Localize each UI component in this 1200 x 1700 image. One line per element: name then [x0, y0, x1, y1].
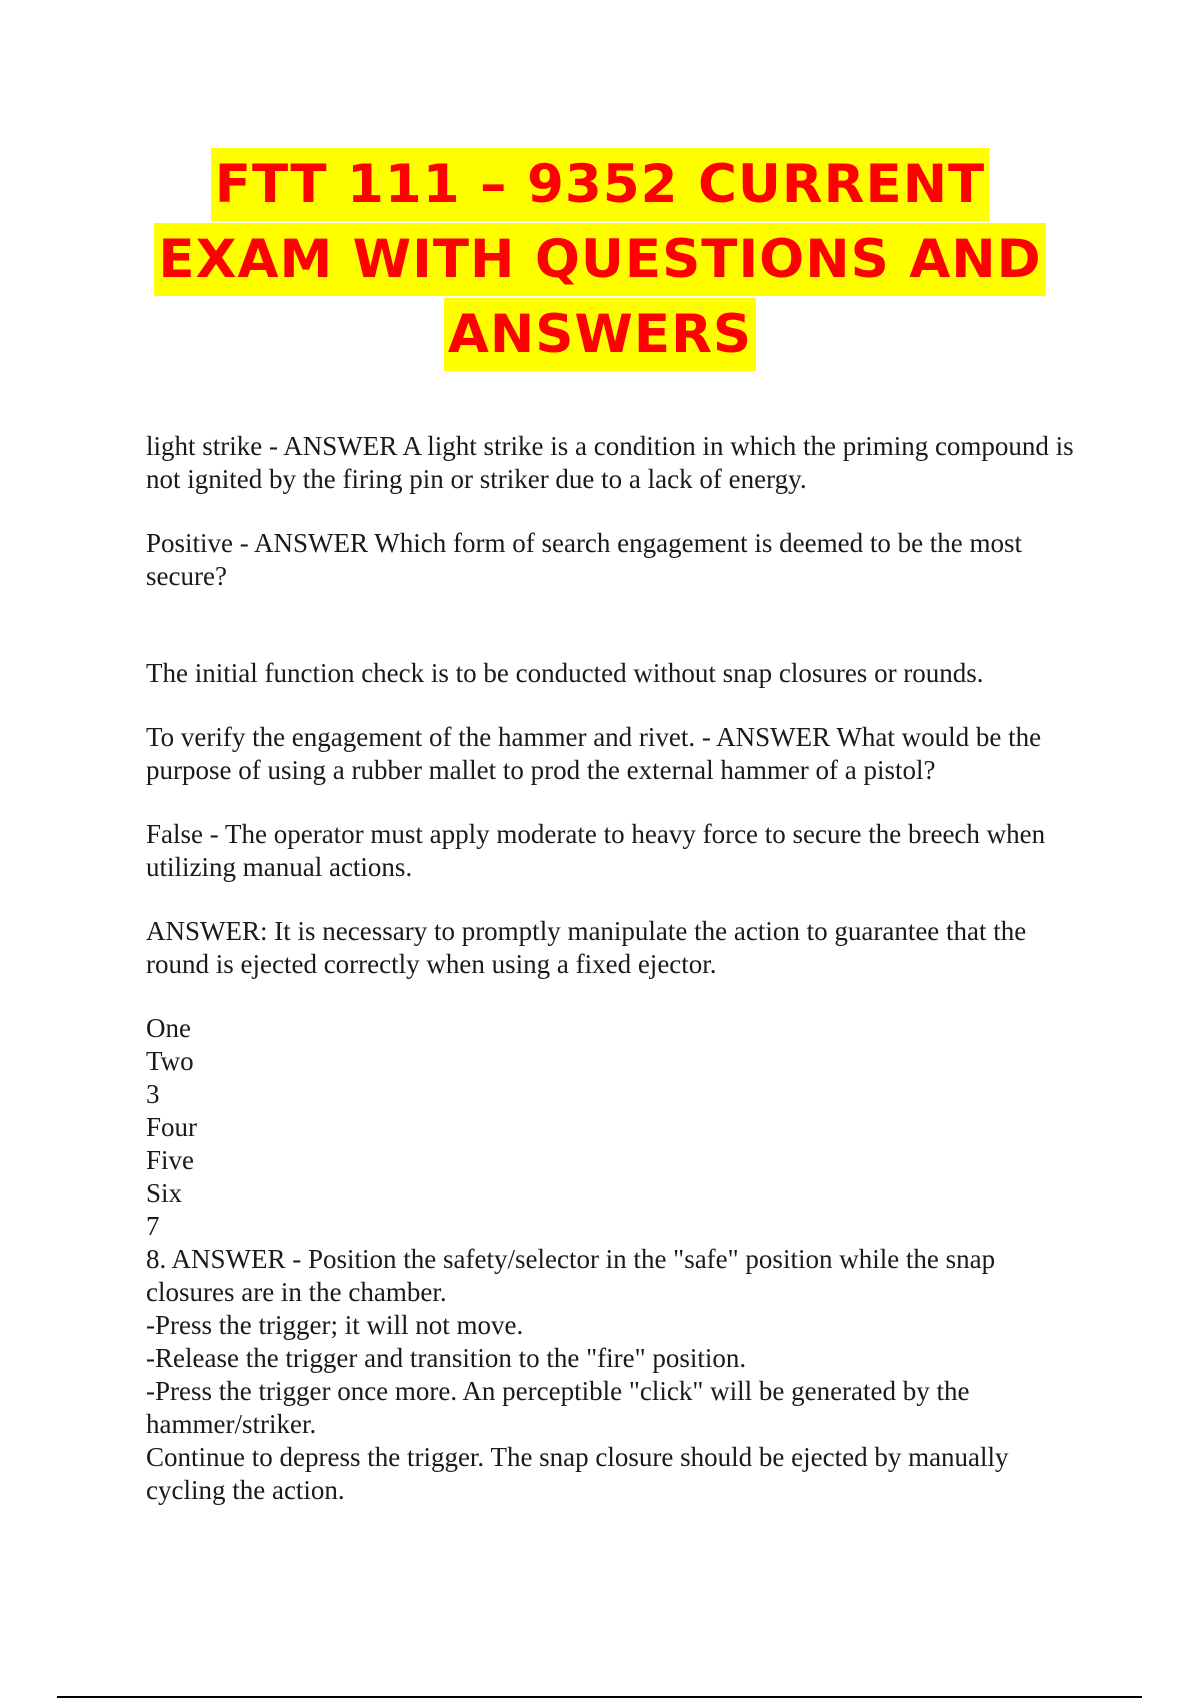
paragraph-positive: Positive - ANSWER Which form of search engagement is deemed to be the most secure? — [146, 528, 1023, 591]
list-item: Two — [146, 1046, 194, 1076]
step-line: 8. ANSWER - Position the safety/selector in the "safe" position while the snap closures are in the chamber. — [146, 1244, 996, 1307]
title-line-3: ANSWERS — [444, 298, 756, 371]
paragraph-light-strike: light strike - ANSWER A light strike is a condition in which the priming compound is not ignited by the firing pin or striker due to a lack of energy. — [146, 431, 1074, 494]
title-line — [0, 223, 1200, 298]
title-line-1: FTT 111 – 9352 CURRENT — [211, 148, 989, 221]
paragraph-fixed-ejector: ANSWER: It is necessary to promptly manipulate the action to guarantee that the round is ejected correctly when using a fixed ejector. — [146, 916, 1027, 979]
page-divider — [57, 1696, 1142, 1698]
list-item: Six — [146, 1178, 183, 1208]
list-item: One — [146, 1013, 191, 1043]
list-item: Five — [146, 1145, 195, 1175]
step-line: -Press the trigger; it will not move. — [146, 1310, 524, 1340]
document-title — [0, 148, 1200, 373]
title-line — [0, 298, 1200, 373]
list-item: 3 — [146, 1079, 160, 1109]
paragraph-rubber-mallet: To verify the engagement of the hammer and rivet. - ANSWER What would be the purpose of using a rubber mallet to prod the external hammer of a pistol? — [146, 722, 1042, 785]
paragraph-function-check: The initial function check is to be conducted without snap closures or rounds. — [146, 658, 984, 688]
step-line: Continue to depress the trigger. The snap closure should be ejected by manually cycling the action. — [146, 1442, 1009, 1505]
paragraph-manual-actions: False - The operator must apply moderate to heavy force to secure the breech when utilizing manual actions. — [146, 819, 1046, 882]
number-list — [146, 1012, 1076, 1243]
title-line-2: EXAM WITH QUESTIONS AND — [154, 223, 1045, 296]
list-item: Four — [146, 1112, 198, 1142]
step-line: -Release the trigger and transition to the "fire" position. — [146, 1343, 747, 1373]
document-body — [146, 430, 1076, 1507]
step-line: -Press the trigger once more. An perceptible "click" will be generated by the hammer/striker. — [146, 1376, 970, 1439]
list-item: 7 — [146, 1211, 160, 1241]
title-line — [0, 148, 1200, 223]
function-check-steps — [146, 1243, 1076, 1507]
